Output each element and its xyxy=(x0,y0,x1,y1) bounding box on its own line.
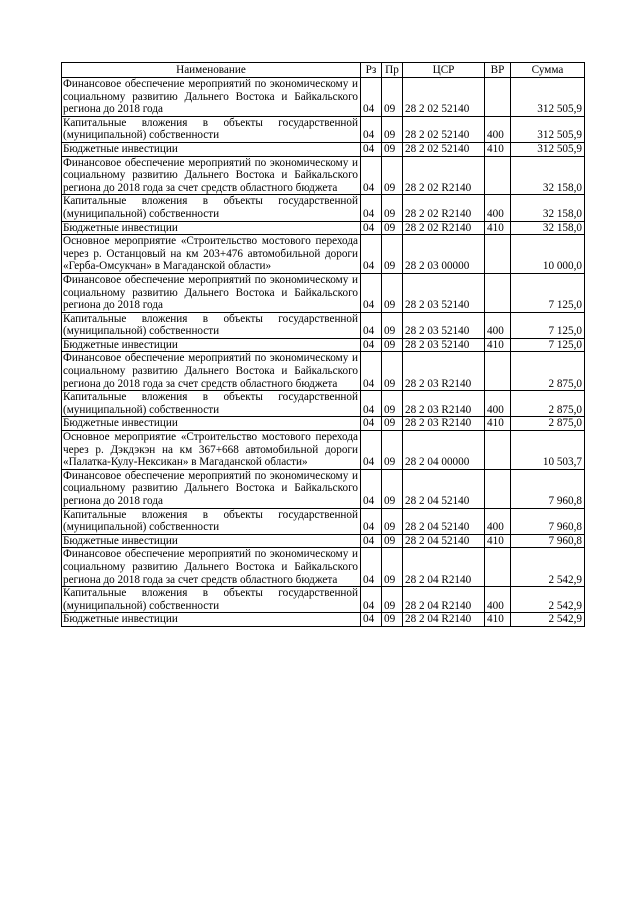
cell-sum: 7 960,8 xyxy=(511,508,585,534)
cell-sum: 312 505,9 xyxy=(511,78,585,117)
cell-name: Бюджетные инвестиции xyxy=(62,221,361,235)
cell-sum: 10 503,7 xyxy=(511,431,585,470)
cell-rz: 04 xyxy=(361,156,382,195)
cell-pr: 09 xyxy=(382,587,403,613)
cell-rz: 04 xyxy=(361,391,382,417)
cell-name: Бюджетные инвестиции xyxy=(62,417,361,431)
cell-csr: 28 2 03 52140 xyxy=(403,273,485,312)
cell-pr: 09 xyxy=(382,613,403,627)
cell-name: Капитальные вложения в объекты государственной (муниципальной) собственности xyxy=(62,508,361,534)
header-row xyxy=(62,63,585,78)
table-row xyxy=(62,534,585,548)
cell-pr: 09 xyxy=(382,548,403,587)
cell-pr: 09 xyxy=(382,508,403,534)
cell-name: Финансовое обеспечение мероприятий по экономическому и социальному развитию Дальнего Востока и Байкальского региона до 2018 года xyxy=(62,78,361,117)
budget-table xyxy=(61,62,585,627)
cell-name: Бюджетные инвестиции xyxy=(62,613,361,627)
table-row xyxy=(62,235,585,274)
cell-vr: 410 xyxy=(485,221,511,235)
cell-vr: 400 xyxy=(485,195,511,221)
cell-rz: 04 xyxy=(361,431,382,470)
table-row xyxy=(62,417,585,431)
cell-sum: 2 875,0 xyxy=(511,391,585,417)
cell-sum: 7 960,8 xyxy=(511,534,585,548)
table-row xyxy=(62,391,585,417)
cell-sum: 7 125,0 xyxy=(511,273,585,312)
cell-name: Финансовое обеспечение мероприятий по экономическому и социальному развитию Дальнего Востока и Байкальского региона до 2018 года за счет средств областного бюджета xyxy=(62,548,361,587)
cell-sum: 32 158,0 xyxy=(511,195,585,221)
cell-csr: 28 2 04 52140 xyxy=(403,469,485,508)
cell-pr: 09 xyxy=(382,431,403,470)
cell-csr: 28 2 02 52140 xyxy=(403,116,485,142)
cell-csr: 28 2 02 R2140 xyxy=(403,195,485,221)
cell-sum: 312 505,9 xyxy=(511,142,585,156)
cell-sum: 2 542,9 xyxy=(511,548,585,587)
cell-vr: 410 xyxy=(485,534,511,548)
cell-csr: 28 2 04 R2140 xyxy=(403,587,485,613)
cell-vr xyxy=(485,78,511,117)
cell-pr: 09 xyxy=(382,235,403,274)
cell-vr: 410 xyxy=(485,417,511,431)
cell-vr: 410 xyxy=(485,613,511,627)
cell-csr: 28 2 03 R2140 xyxy=(403,391,485,417)
cell-name: Основное мероприятие «Строительство мостового перехода через р. Дэкдэкэн на км 367+668 автомобильной дороги «Палатка-Кулу-Нексикан» в Магаданской области» xyxy=(62,431,361,470)
cell-vr: 400 xyxy=(485,312,511,338)
cell-pr: 09 xyxy=(382,156,403,195)
cell-vr xyxy=(485,235,511,274)
cell-name: Финансовое обеспечение мероприятий по экономическому и социальному развитию Дальнего Востока и Байкальского региона до 2018 года xyxy=(62,469,361,508)
cell-pr: 09 xyxy=(382,116,403,142)
cell-name: Капитальные вложения в объекты государственной (муниципальной) собственности xyxy=(62,587,361,613)
cell-sum: 2 875,0 xyxy=(511,417,585,431)
table-row xyxy=(62,469,585,508)
cell-sum: 312 505,9 xyxy=(511,116,585,142)
table-row xyxy=(62,142,585,156)
cell-rz: 04 xyxy=(361,235,382,274)
header-csr: ЦСР xyxy=(403,63,485,78)
cell-rz: 04 xyxy=(361,352,382,391)
cell-sum: 2 542,9 xyxy=(511,613,585,627)
header-rz: Рз xyxy=(361,63,382,78)
cell-vr xyxy=(485,548,511,587)
cell-csr: 28 2 03 R2140 xyxy=(403,352,485,391)
cell-vr xyxy=(485,156,511,195)
header-vr: ВР xyxy=(485,63,511,78)
cell-csr: 28 2 02 52140 xyxy=(403,78,485,117)
cell-rz: 04 xyxy=(361,534,382,548)
cell-csr: 28 2 03 00000 xyxy=(403,235,485,274)
cell-csr: 28 2 03 52140 xyxy=(403,338,485,352)
cell-rz: 04 xyxy=(361,469,382,508)
cell-name: Бюджетные инвестиции xyxy=(62,534,361,548)
cell-pr: 09 xyxy=(382,469,403,508)
cell-pr: 09 xyxy=(382,391,403,417)
cell-rz: 04 xyxy=(361,116,382,142)
cell-name: Финансовое обеспечение мероприятий по экономическому и социальному развитию Дальнего Востока и Байкальского региона до 2018 года за счет средств областного бюджета xyxy=(62,352,361,391)
cell-csr: 28 2 04 R2140 xyxy=(403,548,485,587)
cell-name: Финансовое обеспечение мероприятий по экономическому и социальному развитию Дальнего Востока и Байкальского региона до 2018 года за счет средств областного бюджета xyxy=(62,156,361,195)
cell-csr: 28 2 04 52140 xyxy=(403,508,485,534)
table-body xyxy=(62,78,585,627)
cell-name: Финансовое обеспечение мероприятий по экономическому и социальному развитию Дальнего Востока и Байкальского региона до 2018 года xyxy=(62,273,361,312)
cell-rz: 04 xyxy=(361,195,382,221)
table-row xyxy=(62,587,585,613)
cell-sum: 7 125,0 xyxy=(511,312,585,338)
cell-sum: 32 158,0 xyxy=(511,221,585,235)
cell-vr: 400 xyxy=(485,587,511,613)
header-name: Наименование xyxy=(62,63,361,78)
table-row xyxy=(62,431,585,470)
table-row xyxy=(62,613,585,627)
cell-csr: 28 2 03 52140 xyxy=(403,312,485,338)
cell-vr: 400 xyxy=(485,116,511,142)
cell-pr: 09 xyxy=(382,417,403,431)
header-pr: Пр xyxy=(382,63,403,78)
cell-pr: 09 xyxy=(382,312,403,338)
cell-rz: 04 xyxy=(361,508,382,534)
table-row xyxy=(62,352,585,391)
cell-vr: 400 xyxy=(485,508,511,534)
table-row xyxy=(62,508,585,534)
cell-sum: 7 125,0 xyxy=(511,338,585,352)
cell-pr: 09 xyxy=(382,195,403,221)
cell-csr: 28 2 04 R2140 xyxy=(403,613,485,627)
cell-sum: 32 158,0 xyxy=(511,156,585,195)
cell-rz: 04 xyxy=(361,312,382,338)
cell-pr: 09 xyxy=(382,78,403,117)
cell-pr: 09 xyxy=(382,221,403,235)
table-row xyxy=(62,195,585,221)
cell-name: Капитальные вложения в объекты государственной (муниципальной) собственности xyxy=(62,391,361,417)
cell-csr: 28 2 02 52140 xyxy=(403,142,485,156)
cell-sum: 2 875,0 xyxy=(511,352,585,391)
cell-rz: 04 xyxy=(361,613,382,627)
cell-vr: 400 xyxy=(485,391,511,417)
cell-vr xyxy=(485,431,511,470)
header-sum: Сумма xyxy=(511,63,585,78)
table-row xyxy=(62,221,585,235)
cell-rz: 04 xyxy=(361,142,382,156)
cell-csr: 28 2 04 52140 xyxy=(403,534,485,548)
cell-rz: 04 xyxy=(361,548,382,587)
cell-rz: 04 xyxy=(361,273,382,312)
cell-csr: 28 2 03 R2140 xyxy=(403,417,485,431)
cell-rz: 04 xyxy=(361,221,382,235)
cell-csr: 28 2 02 R2140 xyxy=(403,156,485,195)
cell-rz: 04 xyxy=(361,587,382,613)
table-row xyxy=(62,548,585,587)
cell-pr: 09 xyxy=(382,142,403,156)
cell-sum: 7 960,8 xyxy=(511,469,585,508)
cell-vr: 410 xyxy=(485,338,511,352)
cell-name: Бюджетные инвестиции xyxy=(62,338,361,352)
cell-vr xyxy=(485,273,511,312)
cell-vr xyxy=(485,469,511,508)
table-row xyxy=(62,338,585,352)
table-row xyxy=(62,312,585,338)
table-row xyxy=(62,116,585,142)
table-row xyxy=(62,78,585,117)
cell-pr: 09 xyxy=(382,352,403,391)
cell-rz: 04 xyxy=(361,417,382,431)
table-row xyxy=(62,273,585,312)
cell-vr: 410 xyxy=(485,142,511,156)
table-row xyxy=(62,156,585,195)
cell-csr: 28 2 02 R2140 xyxy=(403,221,485,235)
cell-rz: 04 xyxy=(361,78,382,117)
cell-name: Капитальные вложения в объекты государственной (муниципальной) собственности xyxy=(62,116,361,142)
cell-csr: 28 2 04 00000 xyxy=(403,431,485,470)
cell-rz: 04 xyxy=(361,338,382,352)
cell-pr: 09 xyxy=(382,338,403,352)
cell-sum: 10 000,0 xyxy=(511,235,585,274)
cell-pr: 09 xyxy=(382,534,403,548)
cell-name: Основное мероприятие «Строительство мостового перехода через р. Останцовый на км 203+476 автомобильной дороги «Герба-Омсукчан» в Магаданской области» xyxy=(62,235,361,274)
cell-pr: 09 xyxy=(382,273,403,312)
cell-name: Капитальные вложения в объекты государственной (муниципальной) собственности xyxy=(62,312,361,338)
cell-sum: 2 542,9 xyxy=(511,587,585,613)
cell-name: Капитальные вложения в объекты государственной (муниципальной) собственности xyxy=(62,195,361,221)
cell-name: Бюджетные инвестиции xyxy=(62,142,361,156)
cell-vr xyxy=(485,352,511,391)
